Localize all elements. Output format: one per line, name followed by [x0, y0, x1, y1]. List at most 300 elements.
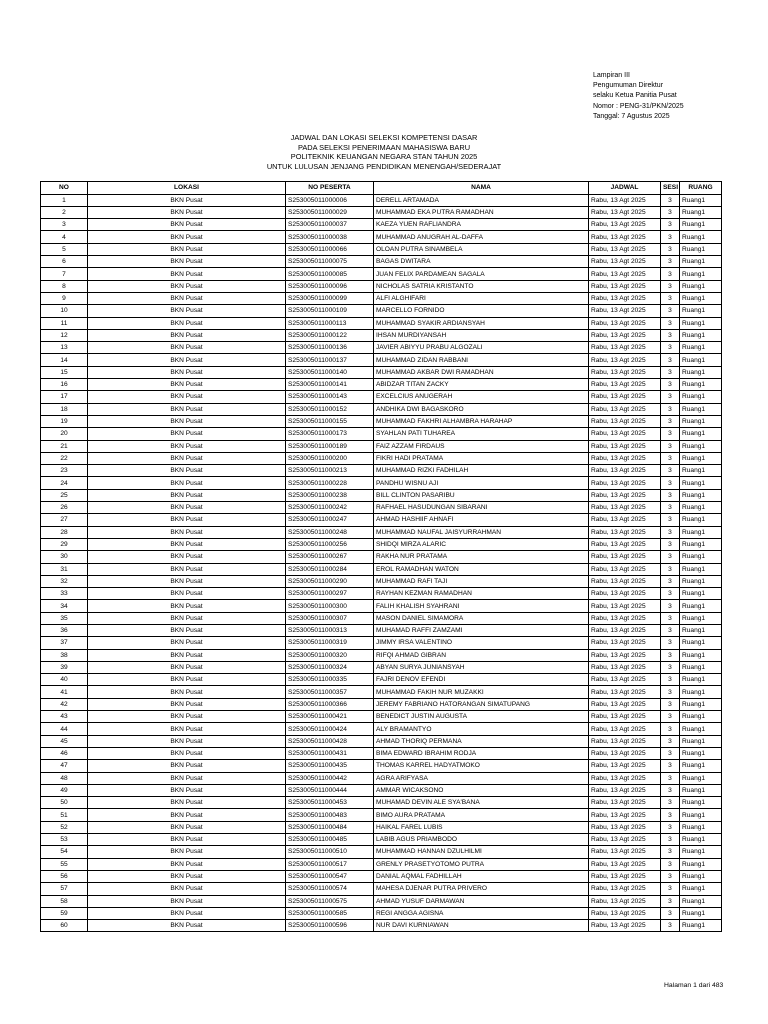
cell-jadwal: Rabu, 13 Agt 2025 [589, 649, 661, 661]
cell-no: 59 [41, 907, 88, 919]
cell-no-peserta: S253005011000510 [286, 846, 374, 858]
cell-sesi: 3 [661, 477, 680, 489]
cell-ruang: Ruang1 [680, 551, 722, 563]
cell-sesi: 3 [661, 502, 680, 514]
cell-no-peserta: S253005011000485 [286, 834, 374, 846]
header-sesi: SESI [661, 182, 680, 195]
table-row [41, 575, 722, 587]
attachment-line: Pengumuman Direktur [593, 82, 664, 90]
cell-lokasi: BKN Pusat [88, 674, 286, 686]
cell-sesi: 3 [661, 760, 680, 772]
cell-jadwal: Rabu, 13 Agt 2025 [589, 538, 661, 550]
page-number: Halaman 1 dari 483 [664, 982, 724, 989]
cell-jadwal: Rabu, 13 Agt 2025 [589, 760, 661, 772]
cell-sesi: 3 [661, 895, 680, 907]
cell-nama: RIFQI AHMAD GIBRAN [374, 649, 589, 661]
cell-nama: MUHAMMAD EKA PUTRA RAMADHAN [374, 206, 589, 218]
cell-lokasi: BKN Pusat [88, 403, 286, 415]
title-line: UNTUK LULUSAN JENJANG PENDIDIKAN MENENGAH/SEDERAJAT [266, 161, 502, 171]
cell-ruang: Ruang1 [680, 256, 722, 268]
cell-no: 5 [41, 243, 88, 255]
cell-nama: EXCELCIUS ANUGERAH [374, 391, 589, 403]
table-row [41, 895, 722, 907]
cell-jadwal: Rabu, 13 Agt 2025 [589, 846, 661, 858]
table-row [41, 735, 722, 747]
cell-sesi: 3 [661, 526, 680, 538]
cell-ruang: Ruang1 [680, 784, 722, 796]
cell-lokasi: BKN Pusat [88, 194, 286, 206]
cell-nama: AHMAD YUSUF DARMAWAN [374, 895, 589, 907]
cell-no-peserta: S253005011000228 [286, 477, 374, 489]
cell-nama: BAGAS DWITARA [374, 256, 589, 268]
cell-no: 41 [41, 686, 88, 698]
cell-no: 24 [41, 477, 88, 489]
cell-jadwal: Rabu, 13 Agt 2025 [589, 858, 661, 870]
table-row [41, 317, 722, 329]
cell-nama: JEREMY FABRIANO HATORANGAN SIMATUPANG [374, 698, 589, 710]
table-row [41, 256, 722, 268]
cell-jadwal: Rabu, 13 Agt 2025 [589, 354, 661, 366]
table-row [41, 784, 722, 796]
cell-sesi: 3 [661, 329, 680, 341]
cell-no-peserta: S253005011000575 [286, 895, 374, 907]
cell-no-peserta: S253005011000136 [286, 342, 374, 354]
cell-lokasi: BKN Pusat [88, 834, 286, 846]
cell-no-peserta: S253005011000122 [286, 329, 374, 341]
cell-sesi: 3 [661, 342, 680, 354]
cell-no: 9 [41, 292, 88, 304]
cell-ruang: Ruang1 [680, 821, 722, 833]
cell-no: 12 [41, 329, 88, 341]
table-row [41, 920, 722, 932]
cell-lokasi: BKN Pusat [88, 760, 286, 772]
cell-ruang: Ruang1 [680, 686, 722, 698]
cell-no: 18 [41, 403, 88, 415]
cell-no: 37 [41, 637, 88, 649]
cell-lokasi: BKN Pusat [88, 784, 286, 796]
cell-jadwal: Rabu, 13 Agt 2025 [589, 243, 661, 255]
cell-ruang: Ruang1 [680, 772, 722, 784]
cell-no-peserta: S253005011000307 [286, 612, 374, 624]
cell-ruang: Ruang1 [680, 538, 722, 550]
cell-no: 42 [41, 698, 88, 710]
cell-lokasi: BKN Pusat [88, 711, 286, 723]
cell-sesi: 3 [661, 194, 680, 206]
cell-sesi: 3 [661, 366, 680, 378]
cell-no: 26 [41, 502, 88, 514]
cell-ruang: Ruang1 [680, 895, 722, 907]
cell-sesi: 3 [661, 661, 680, 673]
cell-jadwal: Rabu, 13 Agt 2025 [589, 403, 661, 415]
cell-nama: AHMAD THORIQ PERMANA [374, 735, 589, 747]
cell-ruang: Ruang1 [680, 883, 722, 895]
cell-sesi: 3 [661, 809, 680, 821]
cell-nama: RAYHAN KEZMAN RAMADHAN [374, 588, 589, 600]
cell-no-peserta: S253005011000284 [286, 563, 374, 575]
cell-ruang: Ruang1 [680, 858, 722, 870]
cell-sesi: 3 [661, 723, 680, 735]
cell-no-peserta: S253005011000366 [286, 698, 374, 710]
cell-sesi: 3 [661, 354, 680, 366]
table-row [41, 883, 722, 895]
cell-no-peserta: S253005011000421 [286, 711, 374, 723]
cell-ruang: Ruang1 [680, 206, 722, 218]
cell-jadwal: Rabu, 13 Agt 2025 [589, 514, 661, 526]
cell-nama: MUHAMMAD RIZKI FADHILAH [374, 465, 589, 477]
cell-ruang: Ruang1 [680, 366, 722, 378]
cell-nama: SHIDQI MIRZA ALARIC [374, 538, 589, 550]
cell-ruang: Ruang1 [680, 624, 722, 636]
cell-no-peserta: S253005011000029 [286, 206, 374, 218]
cell-lokasi: BKN Pusat [88, 305, 286, 317]
cell-no: 25 [41, 489, 88, 501]
cell-no: 57 [41, 883, 88, 895]
cell-no-peserta: S253005011000517 [286, 858, 374, 870]
table-row [41, 514, 722, 526]
table-row [41, 379, 722, 391]
cell-sesi: 3 [661, 686, 680, 698]
cell-sesi: 3 [661, 846, 680, 858]
cell-no: 53 [41, 834, 88, 846]
table-row [41, 477, 722, 489]
cell-no: 22 [41, 452, 88, 464]
cell-ruang: Ruang1 [680, 391, 722, 403]
cell-no-peserta: S253005011000006 [286, 194, 374, 206]
header-no: NO [41, 182, 88, 195]
cell-lokasi: BKN Pusat [88, 219, 286, 231]
cell-sesi: 3 [661, 711, 680, 723]
cell-jadwal: Rabu, 13 Agt 2025 [589, 329, 661, 341]
cell-nama: MUHAMMAD ZIDAN RABBANI [374, 354, 589, 366]
cell-nama: ALFI ALGHIFARI [374, 292, 589, 304]
cell-ruang: Ruang1 [680, 403, 722, 415]
table-row [41, 588, 722, 600]
cell-ruang: Ruang1 [680, 735, 722, 747]
header-jadwal: JADWAL [589, 182, 661, 195]
cell-jadwal: Rabu, 13 Agt 2025 [589, 575, 661, 587]
cell-nama: FALIH KHALISH SYAHRANI [374, 600, 589, 612]
cell-ruang: Ruang1 [680, 317, 722, 329]
cell-nama: JAVIER ABIYYU PRABU ALGOZALI [374, 342, 589, 354]
cell-nama: MUHAMMAD NAUFAL JAISYURRAHMAN [374, 526, 589, 538]
cell-nama: RAFHAEL HASUDUNGAN SIBARANI [374, 502, 589, 514]
cell-no: 36 [41, 624, 88, 636]
cell-nama: FAIZ AZZAM FIRDAUS [374, 440, 589, 452]
table-row [41, 858, 722, 870]
cell-no-peserta: S253005011000290 [286, 575, 374, 587]
cell-no-peserta: S253005011000256 [286, 538, 374, 550]
cell-nama: NICHOLAS SATRIA KRISTANTO [374, 280, 589, 292]
cell-lokasi: BKN Pusat [88, 366, 286, 378]
cell-no: 49 [41, 784, 88, 796]
table-row [41, 391, 722, 403]
cell-jadwal: Rabu, 13 Agt 2025 [589, 231, 661, 243]
cell-no: 20 [41, 428, 88, 440]
cell-lokasi: BKN Pusat [88, 797, 286, 809]
cell-no-peserta: S253005011000297 [286, 588, 374, 600]
cell-sesi: 3 [661, 268, 680, 280]
cell-lokasi: BKN Pusat [88, 600, 286, 612]
table-row [41, 428, 722, 440]
cell-ruang: Ruang1 [680, 526, 722, 538]
cell-nama: ANDHIKA DWI BAGASKORO [374, 403, 589, 415]
table-row [41, 465, 722, 477]
cell-jadwal: Rabu, 13 Agt 2025 [589, 379, 661, 391]
cell-lokasi: BKN Pusat [88, 870, 286, 882]
cell-jadwal: Rabu, 13 Agt 2025 [589, 661, 661, 673]
cell-jadwal: Rabu, 13 Agt 2025 [589, 711, 661, 723]
cell-jadwal: Rabu, 13 Agt 2025 [589, 612, 661, 624]
cell-ruang: Ruang1 [680, 920, 722, 932]
table-row [41, 206, 722, 218]
cell-no-peserta: S253005011000152 [286, 403, 374, 415]
cell-lokasi: BKN Pusat [88, 243, 286, 255]
document-title [0, 133, 768, 171]
cell-no: 46 [41, 747, 88, 759]
cell-jadwal: Rabu, 13 Agt 2025 [589, 256, 661, 268]
cell-no-peserta: S253005011000335 [286, 674, 374, 686]
cell-jadwal: Rabu, 13 Agt 2025 [589, 920, 661, 932]
cell-no-peserta: S253005011000431 [286, 747, 374, 759]
cell-no: 15 [41, 366, 88, 378]
cell-jadwal: Rabu, 13 Agt 2025 [589, 465, 661, 477]
cell-lokasi: BKN Pusat [88, 551, 286, 563]
cell-jadwal: Rabu, 13 Agt 2025 [589, 452, 661, 464]
cell-jadwal: Rabu, 13 Agt 2025 [589, 895, 661, 907]
cell-jadwal: Rabu, 13 Agt 2025 [589, 883, 661, 895]
cell-no: 6 [41, 256, 88, 268]
cell-lokasi: BKN Pusat [88, 526, 286, 538]
table-row [41, 637, 722, 649]
cell-no: 47 [41, 760, 88, 772]
cell-lokasi: BKN Pusat [88, 354, 286, 366]
cell-lokasi: BKN Pusat [88, 723, 286, 735]
cell-ruang: Ruang1 [680, 563, 722, 575]
cell-sesi: 3 [661, 858, 680, 870]
cell-jadwal: Rabu, 13 Agt 2025 [589, 588, 661, 600]
cell-lokasi: BKN Pusat [88, 883, 286, 895]
cell-nama: FAJRI DENOV EFENDI [374, 674, 589, 686]
cell-jadwal: Rabu, 13 Agt 2025 [589, 206, 661, 218]
cell-sesi: 3 [661, 465, 680, 477]
table-row [41, 834, 722, 846]
cell-ruang: Ruang1 [680, 305, 722, 317]
title-line: JADWAL DAN LOKASI SELEKSI KOMPETENSI DASAR [290, 133, 478, 142]
cell-jadwal: Rabu, 13 Agt 2025 [589, 834, 661, 846]
cell-nama: MUHAMMAD FAKIH NUR MUZAKKI [374, 686, 589, 698]
schedule-table [40, 181, 722, 932]
table-row [41, 280, 722, 292]
table-row [41, 292, 722, 304]
cell-sesi: 3 [661, 243, 680, 255]
cell-sesi: 3 [661, 575, 680, 587]
cell-nama: MUHAMMAD HANNAN DZULHILMI [374, 846, 589, 858]
cell-lokasi: BKN Pusat [88, 440, 286, 452]
cell-lokasi: BKN Pusat [88, 292, 286, 304]
cell-no-peserta: S253005011000037 [286, 219, 374, 231]
cell-jadwal: Rabu, 13 Agt 2025 [589, 821, 661, 833]
cell-no: 11 [41, 317, 88, 329]
cell-no: 19 [41, 415, 88, 427]
cell-jadwal: Rabu, 13 Agt 2025 [589, 280, 661, 292]
cell-nama: EROL RAMADHAN WATON [374, 563, 589, 575]
table-row [41, 797, 722, 809]
table-row [41, 551, 722, 563]
cell-lokasi: BKN Pusat [88, 231, 286, 243]
cell-nama: REGI ANGGA AGISNA [374, 907, 589, 919]
title-line: PADA SELEKSI PENERIMAAN MAHASISWA BARU [297, 142, 471, 152]
cell-lokasi: BKN Pusat [88, 256, 286, 268]
cell-lokasi: BKN Pusat [88, 391, 286, 403]
table-row [41, 612, 722, 624]
cell-sesi: 3 [661, 674, 680, 686]
cell-lokasi: BKN Pusat [88, 846, 286, 858]
cell-sesi: 3 [661, 907, 680, 919]
cell-ruang: Ruang1 [680, 600, 722, 612]
cell-no: 13 [41, 342, 88, 354]
cell-sesi: 3 [661, 538, 680, 550]
cell-no: 60 [41, 920, 88, 932]
cell-lokasi: BKN Pusat [88, 858, 286, 870]
table-header-row [41, 182, 722, 195]
cell-jadwal: Rabu, 13 Agt 2025 [589, 624, 661, 636]
cell-no: 34 [41, 600, 88, 612]
cell-lokasi: BKN Pusat [88, 686, 286, 698]
cell-no: 52 [41, 821, 88, 833]
cell-lokasi: BKN Pusat [88, 809, 286, 821]
attachment-line: selaku Ketua Panitia Pusat [593, 92, 677, 100]
header-ruang: RUANG [680, 182, 722, 195]
cell-no: 16 [41, 379, 88, 391]
cell-jadwal: Rabu, 13 Agt 2025 [589, 674, 661, 686]
cell-nama: ABYAN SURYA JUNIANSYAH [374, 661, 589, 673]
table-row [41, 366, 722, 378]
cell-ruang: Ruang1 [680, 219, 722, 231]
cell-sesi: 3 [661, 698, 680, 710]
cell-no-peserta: S253005011000189 [286, 440, 374, 452]
cell-nama: MUHAMAD RAFFI ZAMZAMI [374, 624, 589, 636]
cell-lokasi: BKN Pusat [88, 612, 286, 624]
cell-nama: MUHAMMAD ANUGRAH AL-DAFFA [374, 231, 589, 243]
table-row [41, 342, 722, 354]
cell-lokasi: BKN Pusat [88, 637, 286, 649]
cell-no: 7 [41, 268, 88, 280]
cell-sesi: 3 [661, 747, 680, 759]
cell-no-peserta: S253005011000424 [286, 723, 374, 735]
cell-jadwal: Rabu, 13 Agt 2025 [589, 551, 661, 563]
cell-lokasi: BKN Pusat [88, 920, 286, 932]
cell-nama: NUR DAVI KURNIAWAN [374, 920, 589, 932]
cell-jadwal: Rabu, 13 Agt 2025 [589, 194, 661, 206]
cell-jadwal: Rabu, 13 Agt 2025 [589, 292, 661, 304]
cell-nama: JIMMY IRSA VALENTINO [374, 637, 589, 649]
cell-no-peserta: S253005011000247 [286, 514, 374, 526]
cell-no-peserta: S253005011000075 [286, 256, 374, 268]
cell-ruang: Ruang1 [680, 354, 722, 366]
cell-lokasi: BKN Pusat [88, 661, 286, 673]
table-row [41, 403, 722, 415]
cell-no: 56 [41, 870, 88, 882]
cell-ruang: Ruang1 [680, 379, 722, 391]
table-row [41, 624, 722, 636]
cell-ruang: Ruang1 [680, 342, 722, 354]
attachment-block [593, 71, 684, 122]
cell-no-peserta: S253005011000155 [286, 415, 374, 427]
table-row [41, 686, 722, 698]
cell-sesi: 3 [661, 231, 680, 243]
cell-jadwal: Rabu, 13 Agt 2025 [589, 502, 661, 514]
table-row [41, 305, 722, 317]
cell-no-peserta: S253005011000453 [286, 797, 374, 809]
cell-nama: KAEZA YUEN RAFLIANDRA [374, 219, 589, 231]
cell-no: 43 [41, 711, 88, 723]
cell-jadwal: Rabu, 13 Agt 2025 [589, 440, 661, 452]
cell-nama: MARCELLO FORNIDO [374, 305, 589, 317]
cell-sesi: 3 [661, 391, 680, 403]
table-row [41, 747, 722, 759]
cell-sesi: 3 [661, 280, 680, 292]
cell-no: 32 [41, 575, 88, 587]
cell-lokasi: BKN Pusat [88, 575, 286, 587]
cell-jadwal: Rabu, 13 Agt 2025 [589, 870, 661, 882]
cell-nama: GRENLY PRASETYOTOMO PUTRA [374, 858, 589, 870]
cell-no-peserta: S253005011000143 [286, 391, 374, 403]
cell-nama: MUHAMMAD AKBAR DWI RAMADHAN [374, 366, 589, 378]
table-row [41, 440, 722, 452]
cell-lokasi: BKN Pusat [88, 563, 286, 575]
cell-jadwal: Rabu, 13 Agt 2025 [589, 723, 661, 735]
table-row [41, 809, 722, 821]
cell-nama: FIKRI HADI PRATAMA [374, 452, 589, 464]
cell-jadwal: Rabu, 13 Agt 2025 [589, 907, 661, 919]
cell-no-peserta: S253005011000585 [286, 907, 374, 919]
cell-ruang: Ruang1 [680, 231, 722, 243]
cell-ruang: Ruang1 [680, 637, 722, 649]
cell-sesi: 3 [661, 870, 680, 882]
cell-ruang: Ruang1 [680, 268, 722, 280]
cell-no: 58 [41, 895, 88, 907]
cell-nama: ABIDZAR TITAN ZACKY [374, 379, 589, 391]
cell-no: 54 [41, 846, 88, 858]
cell-ruang: Ruang1 [680, 329, 722, 341]
cell-nama: PANDHU WISNU AJI [374, 477, 589, 489]
cell-no-peserta: S253005011000484 [286, 821, 374, 833]
cell-nama: MUHAMAD DEVIN ALE SYA'BANA [374, 797, 589, 809]
cell-lokasi: BKN Pusat [88, 538, 286, 550]
cell-jadwal: Rabu, 13 Agt 2025 [589, 600, 661, 612]
cell-no-peserta: S253005011000038 [286, 231, 374, 243]
cell-no: 28 [41, 526, 88, 538]
cell-no: 29 [41, 538, 88, 550]
cell-no-peserta: S253005011000596 [286, 920, 374, 932]
cell-jadwal: Rabu, 13 Agt 2025 [589, 637, 661, 649]
cell-no-peserta: S253005011000267 [286, 551, 374, 563]
cell-no-peserta: S253005011000113 [286, 317, 374, 329]
attachment-line: Lampiran III [593, 72, 630, 79]
cell-sesi: 3 [661, 600, 680, 612]
cell-jadwal: Rabu, 13 Agt 2025 [589, 686, 661, 698]
cell-no-peserta: S253005011000320 [286, 649, 374, 661]
cell-nama: DERELL ARTAMADA [374, 194, 589, 206]
table-row [41, 489, 722, 501]
cell-lokasi: BKN Pusat [88, 268, 286, 280]
cell-jadwal: Rabu, 13 Agt 2025 [589, 342, 661, 354]
cell-sesi: 3 [661, 317, 680, 329]
cell-jadwal: Rabu, 13 Agt 2025 [589, 489, 661, 501]
cell-nama: BILL CLINTON PASARIBU [374, 489, 589, 501]
cell-lokasi: BKN Pusat [88, 415, 286, 427]
cell-nama: OLOAN PUTRA SINAMBELA [374, 243, 589, 255]
